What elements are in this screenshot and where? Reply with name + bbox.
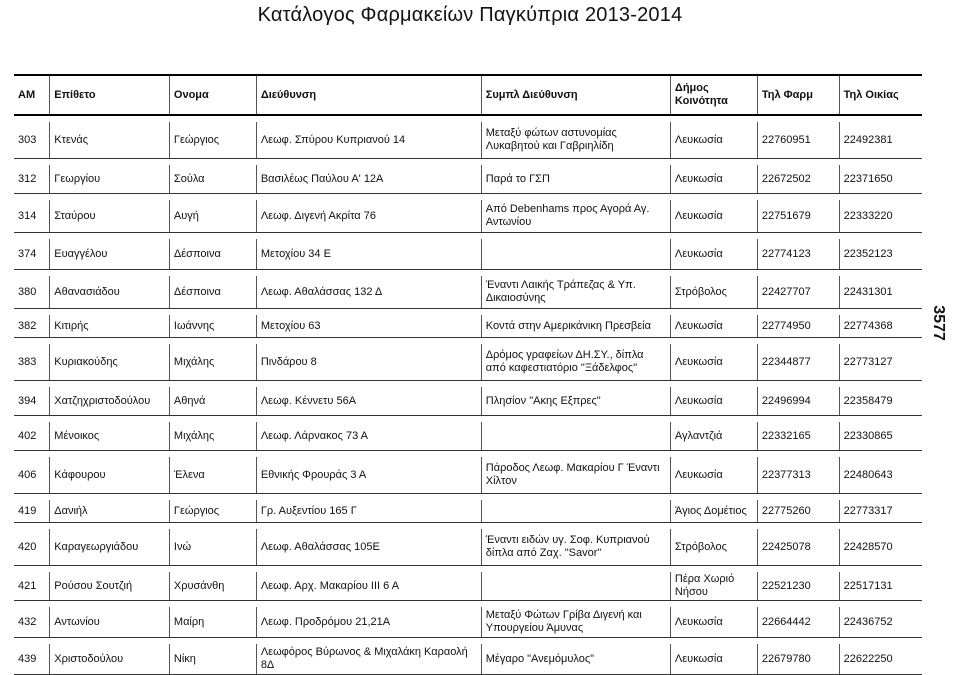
cell-eponymo: Κτενάς	[50, 122, 170, 159]
cell-sympl	[481, 239, 670, 270]
cell-eponymo: Χριστοδούλου	[50, 644, 170, 675]
cell-am: 382	[14, 315, 50, 338]
cell-dimos: Άγιος Δομέτιος	[670, 500, 757, 523]
cell-sympl	[481, 572, 670, 601]
header-row	[14, 75, 922, 115]
cell-dieuthunsi: Λεωφ. Αθαλάσσας 105Ε	[256, 529, 481, 566]
cell-til-farm: 22679780	[757, 644, 839, 675]
cell-onoma: Γεώργιος	[169, 122, 256, 159]
header-eponymo: Επίθετο	[50, 75, 170, 115]
pharmacy-table	[14, 74, 922, 675]
cell-onoma: Ιωάννης	[169, 315, 256, 338]
table-row	[14, 344, 922, 381]
cell-dimos: Λευκωσία	[670, 387, 757, 416]
cell-am: 439	[14, 644, 50, 675]
cell-dieuthunsi: Λεωφ. Αρχ. Μακαρίου ΙΙΙ 6 Α	[256, 572, 481, 601]
page-number-text: 3577	[929, 305, 947, 341]
cell-til-farm: 22496994	[757, 387, 839, 416]
cell-til-oik: 22436752	[839, 607, 922, 638]
cell-sympl: Μέγαρο "Ανεμόμυλος"	[481, 644, 670, 675]
cell-til-oik: 22773317	[839, 500, 922, 523]
cell-am: 303	[14, 122, 50, 159]
cell-dimos: Λευκωσία	[670, 239, 757, 270]
cell-eponymo: Μένοικος	[50, 422, 170, 451]
header-til-oik: Τηλ Οικίας	[839, 75, 922, 115]
cell-dieuthunsi: Λεωφόρος Βύρωνος & Μιχαλάκη Καραολή 8Δ	[256, 644, 481, 675]
cell-dieuthunsi: Γρ. Αυξεντίου 165 Γ	[256, 500, 481, 523]
header-dimos-line2: Κοινότητα	[674, 95, 728, 107]
cell-til-farm: 22521230	[757, 572, 839, 601]
cell-til-oik: 22480643	[839, 457, 922, 494]
cell-am: 419	[14, 500, 50, 523]
cell-dimos: Στρόβολος	[670, 529, 757, 566]
cell-dimos: Αγλαντζιά	[670, 422, 757, 451]
cell-onoma: Ινώ	[169, 529, 256, 566]
cell-dimos: Λευκωσία	[670, 200, 757, 233]
page-title: Κατάλογος Φαρμακείων Παγκύπρια 2013-2014	[257, 4, 683, 26]
cell-sympl: Έναντι ειδών υγ. Σοφ. Κυπριανού δίπλα από Ζαχ. "Savor"	[481, 529, 670, 566]
cell-til-farm: 22751679	[757, 200, 839, 233]
cell-eponymo: Ρούσου Σουτζιή	[50, 572, 170, 601]
table-row	[14, 607, 922, 638]
cell-dimos: Λευκωσία	[670, 344, 757, 381]
cell-onoma: Έλενα	[169, 457, 256, 494]
cell-eponymo: Κιτιρής	[50, 315, 170, 338]
row-gap-cell	[14, 115, 922, 122]
cell-onoma: Μιχάλης	[169, 422, 256, 451]
cell-til-farm: 22332165	[757, 422, 839, 451]
cell-dimos: Πέρα Χωριό Νήσου	[670, 572, 757, 601]
table-row	[14, 529, 922, 566]
table-row	[14, 315, 922, 338]
cell-til-oik: 22333220	[839, 200, 922, 233]
cell-eponymo: Ευαγγέλου	[50, 239, 170, 270]
header-am: ΑΜ	[14, 75, 50, 115]
table-row	[14, 387, 922, 416]
cell-til-oik: 22330865	[839, 422, 922, 451]
cell-dieuthunsi: Λεωφ. Κέννετυ 56Α	[256, 387, 481, 416]
cell-dieuthunsi: Λεωφ. Διγενή Ακρίτα 76	[256, 200, 481, 233]
cell-til-oik: 22428570	[839, 529, 922, 566]
cell-til-oik: 22352123	[839, 239, 922, 270]
cell-sympl	[481, 500, 670, 523]
table-row	[14, 422, 922, 451]
cell-dimos: Λευκωσία	[670, 165, 757, 194]
cell-dieuthunsi: Λεωφ. Σπύρου Κυπριανού 14	[256, 122, 481, 159]
cell-til-farm: 22664442	[757, 607, 839, 638]
cell-til-oik: 22492381	[839, 122, 922, 159]
cell-sympl	[481, 422, 670, 451]
table-row	[14, 122, 922, 159]
table-row	[14, 572, 922, 601]
cell-eponymo: Καραγεωργιάδου	[50, 529, 170, 566]
cell-onoma: Γεώργιος	[169, 500, 256, 523]
cell-dimos: Λευκωσία	[670, 457, 757, 494]
cell-onoma: Αυγή	[169, 200, 256, 233]
cell-dieuthunsi: Λεωφ. Αθαλάσσας 132 Δ	[256, 276, 481, 309]
table-row	[14, 165, 922, 194]
cell-eponymo: Σταύρου	[50, 200, 170, 233]
cell-am: 380	[14, 276, 50, 309]
table-body	[14, 115, 922, 675]
cell-til-oik: 22431301	[839, 276, 922, 309]
cell-onoma: Μιχάλης	[169, 344, 256, 381]
cell-til-farm: 22774123	[757, 239, 839, 270]
cell-til-farm: 22377313	[757, 457, 839, 494]
cell-sympl: Πλησίον "Ακης Εξπρες"	[481, 387, 670, 416]
cell-onoma: Χρυσάνθη	[169, 572, 256, 601]
cell-eponymo: Δανιήλ	[50, 500, 170, 523]
header-dimos-line1: Δήμος	[674, 82, 709, 94]
cell-eponymo: Αθανασιάδου	[50, 276, 170, 309]
cell-til-oik: 22773127	[839, 344, 922, 381]
cell-sympl: Παρά το ΓΣΠ	[481, 165, 670, 194]
cell-onoma: Μαίρη	[169, 607, 256, 638]
cell-til-farm: 22672502	[757, 165, 839, 194]
cell-eponymo: Κάφουρου	[50, 457, 170, 494]
cell-sympl: Δρόμος γραφείων ΔΗ.ΣΥ., δίπλα από καφεστιατόριο "Ξάδελφος"	[481, 344, 670, 381]
cell-eponymo: Αντωνίου	[50, 607, 170, 638]
cell-til-farm: 22774950	[757, 315, 839, 338]
header-onoma: Ονομα	[169, 75, 256, 115]
cell-am: 374	[14, 239, 50, 270]
cell-eponymo: Χατζηχριστοδούλου	[50, 387, 170, 416]
page-number-vertical	[929, 290, 956, 360]
cell-til-farm: 22427707	[757, 276, 839, 309]
cell-am: 432	[14, 607, 50, 638]
table-row	[14, 239, 922, 270]
cell-eponymo: Κυριακούδης	[50, 344, 170, 381]
cell-sympl: Μεταξύ φώτων αστυνομίας Λυκαβητού και Γαβριηλίδη	[481, 122, 670, 159]
cell-dieuthunsi: Εθνικής Φρουράς 3 Α	[256, 457, 481, 494]
cell-dieuthunsi: Λεωφ. Λάρνακος 73 Α	[256, 422, 481, 451]
cell-til-farm: 22760951	[757, 122, 839, 159]
table-row	[14, 457, 922, 494]
cell-am: 420	[14, 529, 50, 566]
cell-dieuthunsi: Λεωφ. Προδρόμου 21,21Α	[256, 607, 481, 638]
cell-til-oik: 22358479	[839, 387, 922, 416]
table-row	[14, 276, 922, 309]
cell-sympl: Πάροδος Λεωφ. Μακαρίου Γ Έναντι Χίλτον	[481, 457, 670, 494]
cell-dimos: Στρόβολος	[670, 276, 757, 309]
header-dieuthunsi: Διεύθυνση	[256, 75, 481, 115]
header-sympl: Συμπλ Διεύθυνση	[481, 75, 670, 115]
header-til-farm: Τηλ Φαρμ	[757, 75, 839, 115]
cell-onoma: Σούλα	[169, 165, 256, 194]
cell-dimos: Λευκωσία	[670, 122, 757, 159]
row-gap	[14, 115, 922, 122]
header-dimos	[670, 75, 757, 115]
cell-dimos: Λευκωσία	[670, 644, 757, 675]
table-row	[14, 500, 922, 523]
cell-onoma: Δέσποινα	[169, 239, 256, 270]
cell-am: 394	[14, 387, 50, 416]
cell-onoma: Νίκη	[169, 644, 256, 675]
cell-til-farm: 22425078	[757, 529, 839, 566]
cell-am: 402	[14, 422, 50, 451]
cell-am: 312	[14, 165, 50, 194]
cell-dimos: Λευκωσία	[670, 315, 757, 338]
cell-til-farm: 22775260	[757, 500, 839, 523]
cell-dieuthunsi: Πινδάρου 8	[256, 344, 481, 381]
cell-am: 314	[14, 200, 50, 233]
cell-onoma: Αθηνά	[169, 387, 256, 416]
cell-til-oik: 22517131	[839, 572, 922, 601]
cell-til-oik: 22622250	[839, 644, 922, 675]
cell-dimos: Λευκωσία	[670, 607, 757, 638]
cell-sympl: Έναντι Λαικής Τράπεζας & Υπ. Δικαιοσύνης	[481, 276, 670, 309]
cell-onoma: Δέσποινα	[169, 276, 256, 309]
cell-am: 406	[14, 457, 50, 494]
table-row	[14, 200, 922, 233]
cell-til-farm: 22344877	[757, 344, 839, 381]
cell-dieuthunsi: Βασιλέως Παύλου Α' 12Α	[256, 165, 481, 194]
cell-dieuthunsi: Μετοχίου 34 Ε	[256, 239, 481, 270]
cell-am: 421	[14, 572, 50, 601]
table-row	[14, 644, 922, 675]
cell-sympl: Μεταξύ Φώτων Γρίβα Διγενή και Υπουργείου Άμυνας	[481, 607, 670, 638]
cell-dieuthunsi: Μετοχίου 63	[256, 315, 481, 338]
cell-sympl: Κοντά στην Αμερικάνικη Πρεσβεία	[481, 315, 670, 338]
cell-sympl: Από Debenhams προς Αγορά Αγ. Αντωνίου	[481, 200, 670, 233]
cell-am: 383	[14, 344, 50, 381]
cell-til-oik: 22371650	[839, 165, 922, 194]
cell-eponymo: Γεωργίου	[50, 165, 170, 194]
cell-til-oik: 22774368	[839, 315, 922, 338]
